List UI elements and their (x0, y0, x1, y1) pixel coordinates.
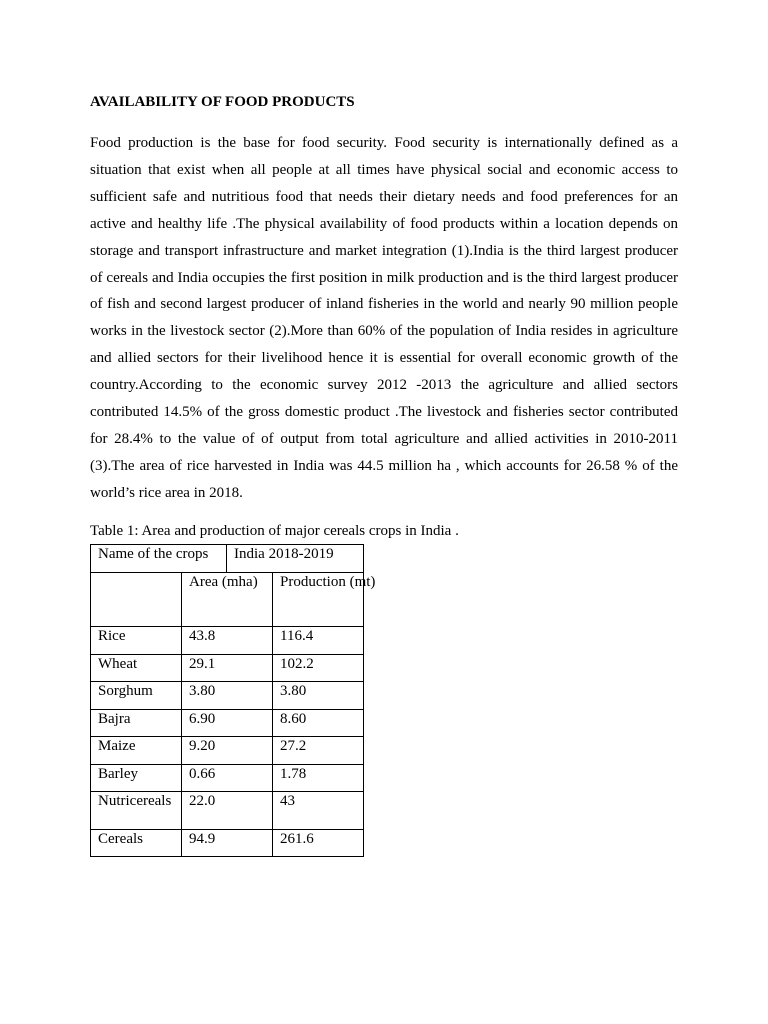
crop-name: Bajra (91, 709, 182, 737)
crop-production: 1.78 (273, 764, 364, 792)
crop-area: 9.20 (182, 737, 273, 765)
crop-name: Nutricereals (91, 792, 182, 830)
crop-name: Wheat (91, 654, 182, 682)
crop-name: Rice (91, 627, 182, 655)
crop-production: 102.2 (273, 654, 364, 682)
table-row (91, 654, 364, 682)
table-row (91, 709, 364, 737)
crop-area: 29.1 (182, 654, 273, 682)
crop-production: 261.6 (273, 830, 364, 857)
subheader-area: Area (mha) (182, 573, 273, 627)
document-body (90, 93, 678, 541)
subheader-empty (91, 573, 182, 627)
crop-production: 8.60 (273, 709, 364, 737)
table-subheader-row (91, 573, 364, 627)
crop-production: 3.80 (273, 682, 364, 710)
crop-name: Maize (91, 737, 182, 765)
table-row (91, 682, 364, 710)
crop-production: 43 (273, 792, 364, 830)
section-heading: AVAILABILITY OF FOOD PRODUCTS (90, 94, 355, 110)
crop-production: 27.2 (273, 737, 364, 765)
table-row (91, 792, 364, 830)
table-row (91, 627, 364, 655)
crop-area: 22.0 (182, 792, 273, 830)
crop-name: Cereals (91, 830, 182, 857)
crops-table (90, 544, 376, 857)
body-paragraph: Food production is the base for food security. Food security is internationally defined as a situation that exist when all people at all times have physical social and economic access to sufficient safe and nutritious food that needs their dietary needs and food preferences for an active and healthy life .The physical availability of food products within a location depends on storage and transport infrastructure and market integration (1).India is the third largest producer of cereals and India occupies the first position in milk production and is the third largest producer of fish and second largest producer of inland fisheries in the world and nearly 90 million people works in the livestock sector (2).More than 60% of the population of India resides in agriculture and allied sectors for their livelihood hence it is essential for overall economic growth of the country.According to the economic survey 2012 -2013 the agriculture and allied sectors contributed 14.5% of the gross domestic product .The livestock and fisheries sector contributed for 28.4% to the value of of output from total agriculture and allied activities in 2010-2011 (3).The area of rice harvested in India was 44.5 million ha , which accounts for 26.58 % of the world’s rice area in 2018. (90, 135, 678, 501)
table-row (91, 737, 364, 765)
crop-area: 0.66 (182, 764, 273, 792)
header-india-period: India 2018-2019 (227, 545, 364, 573)
crop-name: Barley (91, 764, 182, 792)
crop-production: 116.4 (273, 627, 364, 655)
header-crop-name: Name of the crops (91, 545, 227, 573)
subheader-production: Production (mt) (273, 573, 364, 627)
table-header-row (91, 545, 364, 573)
crop-name: Sorghum (91, 682, 182, 710)
crop-area: 6.90 (182, 709, 273, 737)
table-total-row (91, 830, 364, 857)
crop-area: 3.80 (182, 682, 273, 710)
crop-area: 43.8 (182, 627, 273, 655)
table-row (91, 764, 364, 792)
table-caption: Table 1: Area and production of major cereals crops in India . (90, 522, 459, 539)
crop-area: 94.9 (182, 830, 273, 857)
